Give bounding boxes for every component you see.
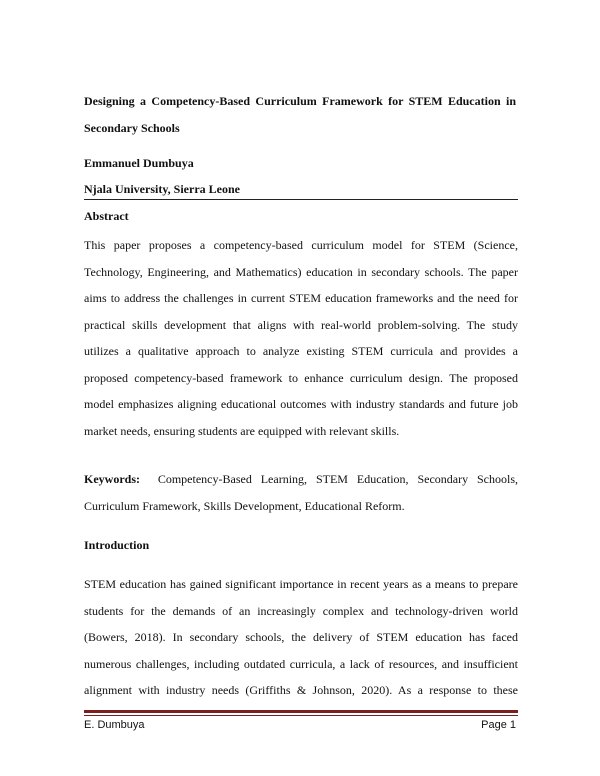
abstract-heading: Abstract — [84, 209, 129, 223]
author-affiliation: Njala University, Sierra Leone — [84, 182, 240, 196]
author-name: Emmanuel Dumbuya — [84, 156, 194, 170]
header-divider — [84, 199, 518, 200]
footer-page-number: Page 1 — [481, 719, 516, 731]
keywords-text: Competency-Based Learning, STEM Education, Secondary Schools, Curriculum Framework, Skills Development, Educational Reform. — [84, 472, 519, 513]
keywords-label: Keywords: — [84, 472, 140, 486]
introduction-heading: Introduction — [84, 538, 150, 552]
abstract-text: This paper proposes a competency-based curriculum model for STEM (Science, Technology, Engineering, and Mathematics) education in secondary schools. The paper aims to address the challenges in current STEM education frameworks and the need for practical skills development that aligns with real-world problem-solving. The study utilizes a qualitative approach to analyze existing STEM curricula and provides a proposed competency-based framework to enhance curriculum design. The proposed model emphasizes aligning educational outcomes with industry standards and future job market needs, ensuring students are equipped with relevant skills. — [84, 238, 518, 438]
footer-divider-thick — [84, 710, 518, 713]
paper-title: Designing a Competency-Based Curriculum Framework for STEM Education in Secondary Schools — [84, 94, 516, 135]
keywords-paragraph — [84, 466, 518, 520]
footer-divider-thin — [84, 715, 518, 716]
footer-author: E. Dumbuya — [84, 719, 145, 731]
introduction-text: STEM education has gained significant importance in recent years as a means to prepare students for the demands of an increasingly complex and technology-driven world (Bowers, 2018). In secondary schools, the delivery of STEM education has faced numerous challenges, including outdated curricula, a lack of resources, and insufficient alignment with industry needs (Griffiths & Johnson, 2020). As a response to these — [84, 577, 518, 697]
